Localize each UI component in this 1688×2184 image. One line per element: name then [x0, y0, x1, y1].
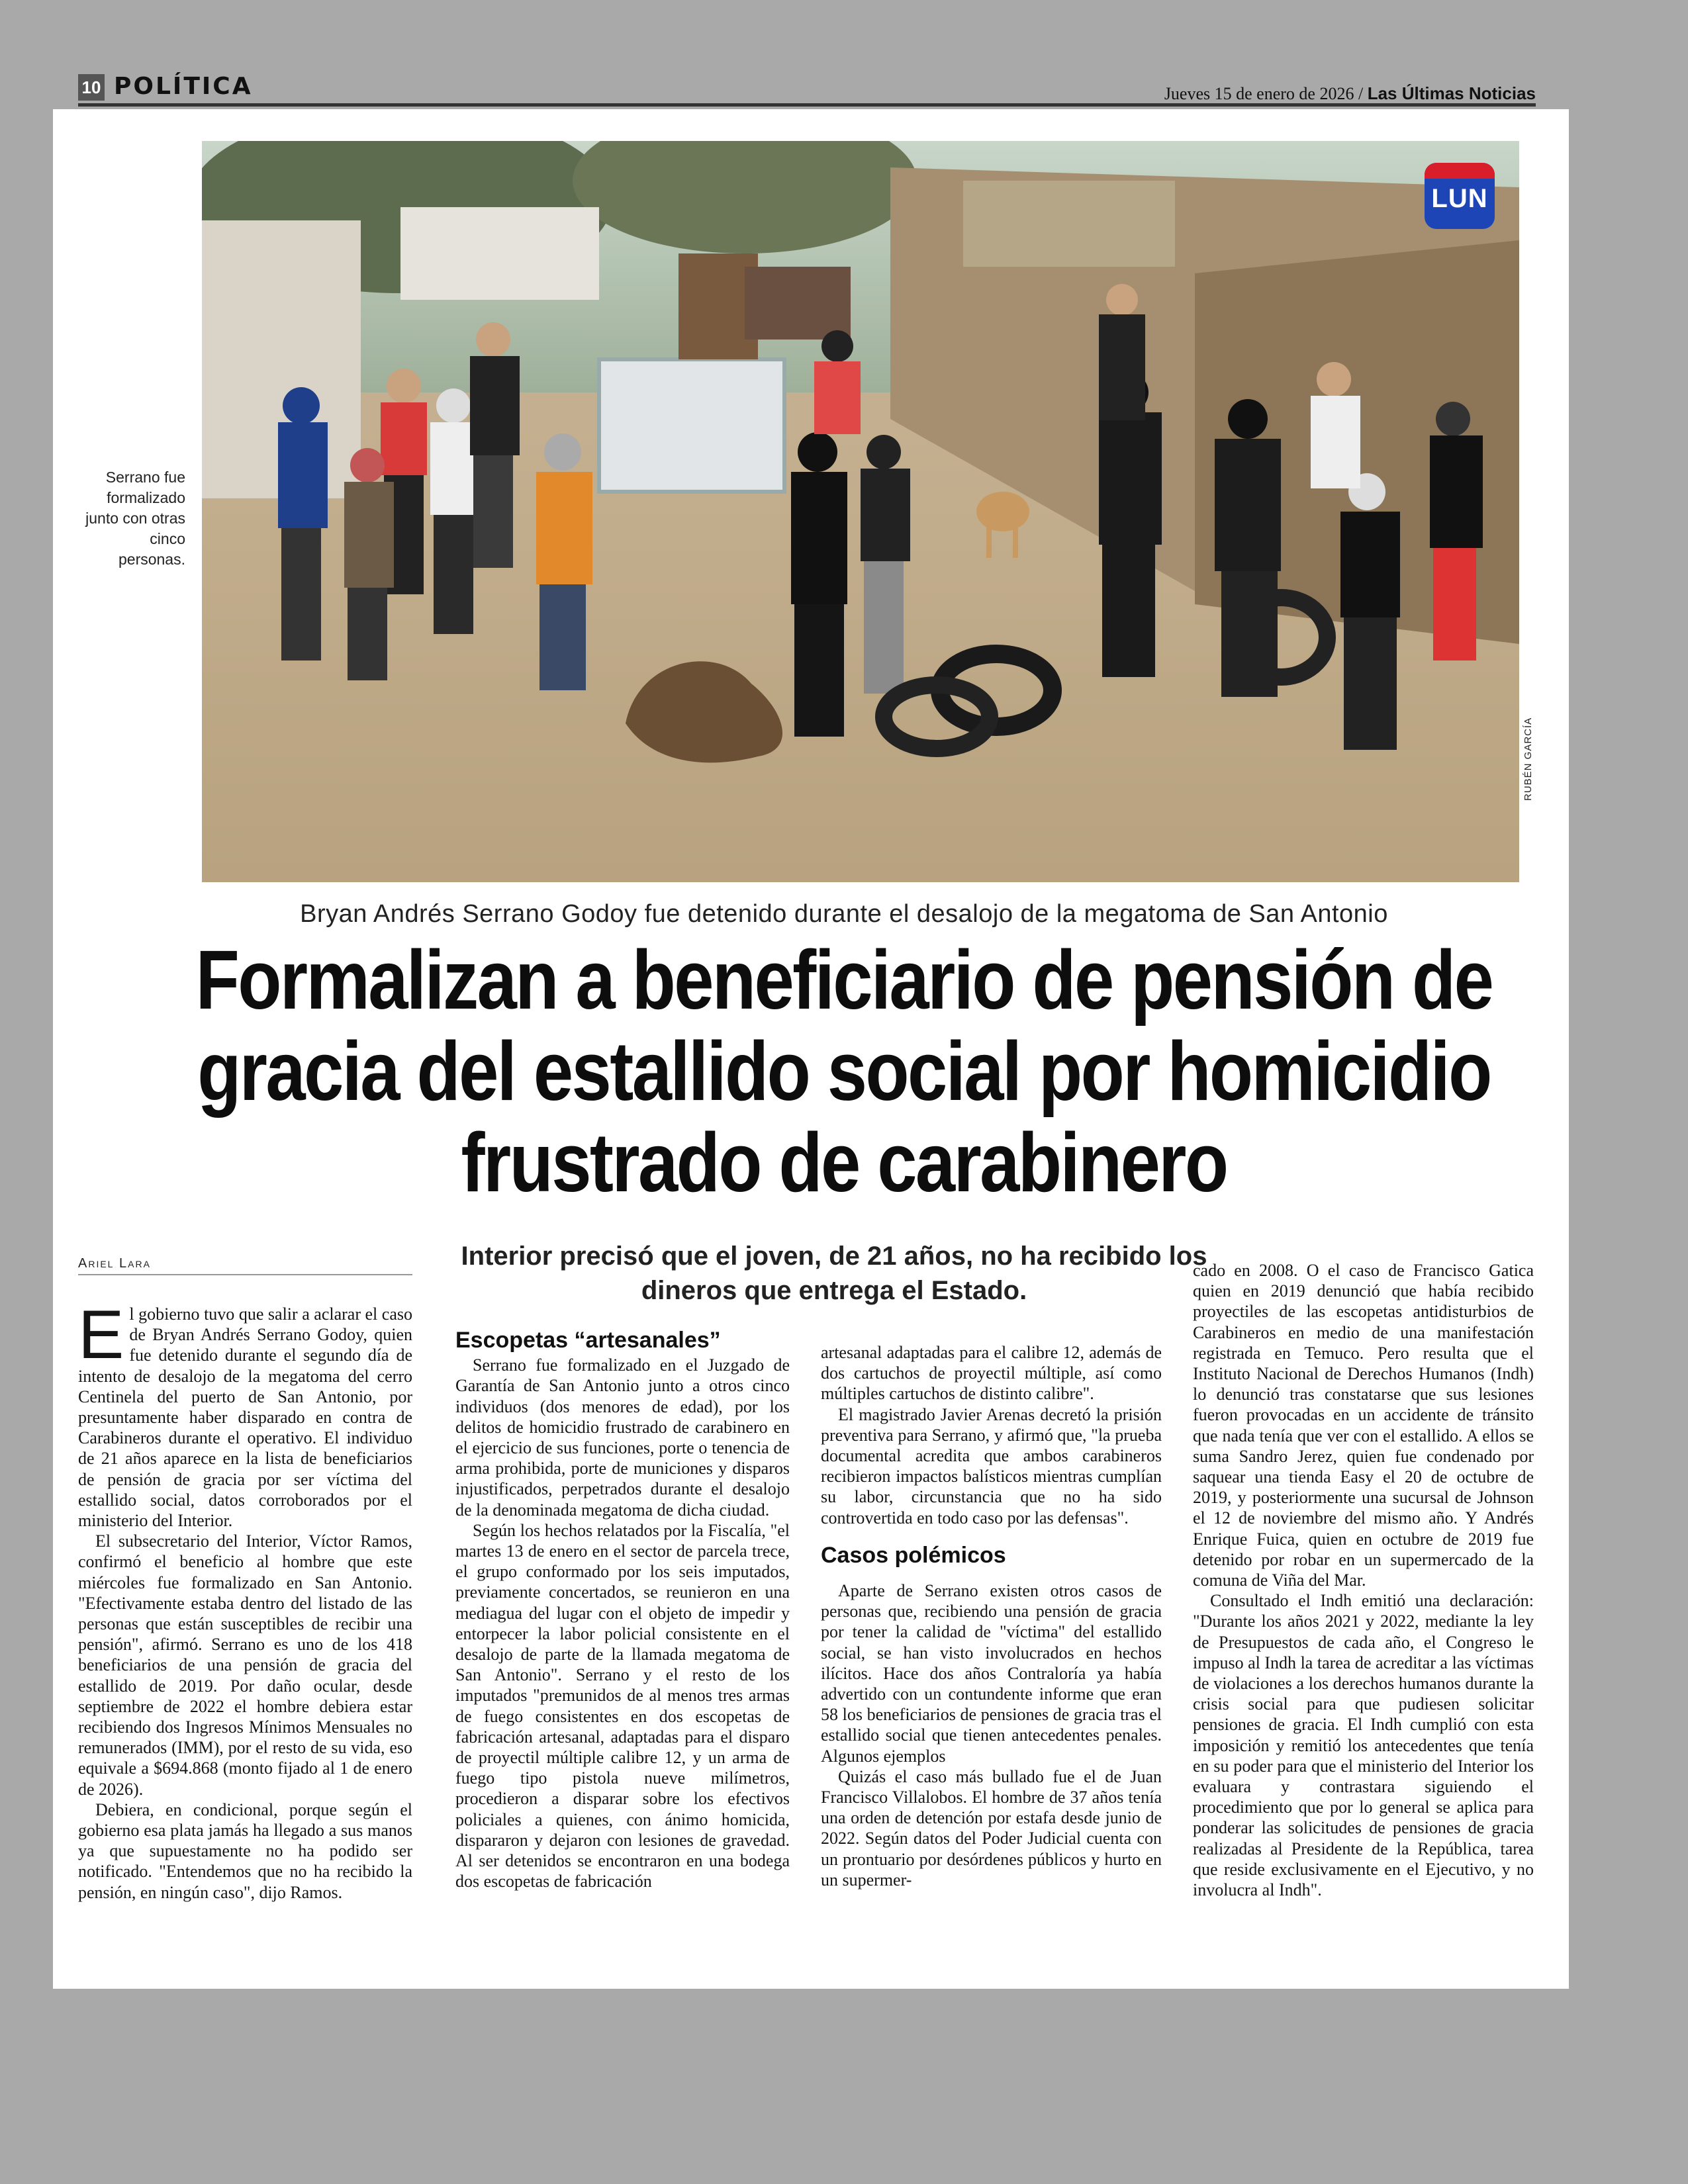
dateline-separator: / [1358, 84, 1364, 103]
photo-illustration [202, 141, 1519, 882]
paragraph: cado en 2008. O el caso de Francisco Gatica quien en 2019 denunció que había recibido proyectiles de las escopetas antidisturbios de Carabineros en medio de una manifestación registrada en Temuco. Pero resulta que el Instituto Nacional de Derechos Humanos (Indh) lo denunció tras constatarse que sus lesiones fueron provocadas en un accidente de tránsito que nada tenía que ver con el estallido. A ellos se suma Sandro Jerez, quien fue condenado por saquear una tienda Easy el 20 de octubre de 2019, y posteriormente una sucursal de Johnson el 12 de noviembre del mismo año. Y Andrés Enrique Fuica, quien en octubre de 2019 fue detenido por robar en un supermercado de la comuna de Viña del Mar. [1193, 1261, 1534, 1590]
column-1 [78, 1297, 412, 1903]
paragraph: Debiera, en condicional, porque según el gobierno esa plata jamás ha llegado a sus manos ya que supuestamente no ha podido ser notificado. "Entendemos que no ha recibido la pensión, en ningún caso", dijo Ramos. [78, 1799, 412, 1902]
section-title: POLÍTICA [114, 73, 253, 100]
dateline [1164, 83, 1536, 104]
paragraph: Serrano fue formalizado en el Juzgado de Garantía de San Antonio junto a otros cinco individuos (dos menores de edad), por los delitos de homicidio frustrado de carabinero en el ejercicio de sus funciones, porte o tenencia de arma prohibida, porte de municiones y disparos injustificados, perpetrados durante el desalojo de la denominada megatoma de dicha ciudad. [455, 1355, 790, 1520]
paragraph: Según los hechos relatados por la Fiscalía, "el martes 13 de enero en el sector de parcela trece, el grupo conformado por los seis imputados, previamente concertados, se reunieron en una mediagua del lugar con el objeto de impedir y entorpecer la labor policial consistente en el desalojo de parte de la llamada megatoma de San Antonio". Serrano y el resto de los imputados "premunidos de al menos tres armas de fuego consistentes en dos escopetas de fabricación artesanal, adaptadas para el disparo de proyectil múltiple calibre 12, y un arma de fuego tipo pistola nueve milímetros, procedieron a disparar sobre los efectivos policiales a quienes, con ánimo homicida, dispararon y dejaron con lesiones de gravedad. Al ser detenidos se encontraron en una bodega dos escopetas de fabricación [455, 1520, 790, 1891]
page-number: 10 [78, 74, 105, 101]
paragraph: Consultado el Indh emitió una declaración: "Durante los años 2021 y 2022, mediante la ley de Presupuestos de cada año, el Congreso le impuso al Indh la tarea de acreditar a las víctimas de violaciones a los derechos humanos durante la crisis social para que pudiesen solicitar pensiones de gracia. El Indh cumplió con esta imposición y remitió los antecedentes que tenía en su poder para que el ministerio del Interior los evaluara y contrastara siguiendo el procedimiento que por lo general se aplica para ponderar las solicitudes de pensiones de gracia realizadas al Presidente de la República, tarea que reside exclusivamente en el Ejecutivo, y no involucra al Indh". [1193, 1591, 1534, 1900]
photo-caption: Serrano fue formalizado junto con otras cinco personas. [85, 469, 185, 568]
byline: Ariel Lara [78, 1256, 412, 1275]
photo-credit: RUBÉN GARCÍA [1523, 717, 1534, 801]
logo-text: LUN [1431, 184, 1488, 213]
kicker: Bryan Andrés Serrano Godoy fue detenido durante el desalojo de la megatoma de San Antonio [300, 900, 1388, 928]
paragraph: Aparte de Serrano existen otros casos de personas que, recibiendo una pensión de gracia por tener la calidad de "víctima" del estallido social, se han visto involucrados en hechos ilícitos. Hace dos años Contraloría ya había advertido con un contundente informe que eran 58 los beneficiarios de pensiones de gracia tras el estallido social que tienen antecedentes penales. Algunos ejemplos [821, 1581, 1162, 1766]
subheading-casos: Casos polémicos [821, 1542, 1006, 1568]
subheading-escopetas: Escopetas “artesanales” [455, 1328, 721, 1353]
lun-logo [1425, 163, 1495, 229]
deck: Interior precisó que el joven, de 21 años, no ha recibido los dineros que entrega el Estado. [461, 1242, 1207, 1305]
paragraph: Quizás el caso más bullado fue el de Juan Francisco Villalobos. El hombre de 37 años tenía una orden de detención por estafa desde junio de 2022. Según datos del Poder Judicial cuenta con un prontuario por desórdenes públicos y hurto en un supermer- [821, 1766, 1162, 1889]
column-2 [455, 1330, 790, 1891]
issue-date: Jueves 15 de enero de 2026 [1164, 84, 1354, 103]
header-rule [78, 103, 1536, 107]
headline: Formalizan a beneficiario de pensión de gracia del estallido social por homicidio frustrado de carabinero [195, 933, 1493, 1209]
paragraph-text: l gobierno tuvo que salir a aclarar el caso de Bryan Andrés Serrano Godoy, quien fue detenido durante el segundo día de intento de desalojo de la megatoma del cerro Centinela del puerto de San Antonio, por presuntamente haber disparado en contra de Carabineros durante el operativo. El individuo de 21 años aparece en la lista de beneficiarios de pensión de gracia por ser víctima del estallido social, datos corroborados por el ministerio del Interior. [78, 1304, 412, 1531]
paragraph: artesanal adaptadas para el calibre 12, además de dos cartuchos de proyectil múltiple, así como múltiples cartuchos de distinto calibre". [821, 1343, 1162, 1404]
paragraph: El magistrado Javier Arenas decretó la prisión preventiva para Serrano, y afirmó que, "la prueba documental acredita que ambos carabineros recibieron impactos balísticos mientras cumplían su labor, circunstancia que no ha sido controvertida en todo caso por las defensas". [821, 1404, 1162, 1527]
column-3 [821, 1342, 1162, 1890]
drop-cap: E [78, 1297, 124, 1373]
column-4 [1193, 1260, 1534, 1900]
logo-red-band [1425, 163, 1495, 179]
paragraph [78, 1297, 412, 1531]
news-photo [202, 141, 1519, 882]
newspaper-name: Las Últimas Noticias [1367, 83, 1536, 103]
paragraph: El subsecretario del Interior, Víctor Ramos, confirmó el beneficio al hombre que este miércoles fue formalizado en San Antonio. "Efectivamente estaba dentro del listado de las personas que están susceptibles de recibir una pensión", afirmó. Serrano es uno de los 418 beneficiarios de una pensión de gracia del estallido de 2019. Por daño ocular, desde septiembre de 2022 el hombre debiera estar recibiendo dos Ingresos Mínimos Mensuales no remunerados (IMM), por el resto de su vida, eso equivale a $694.868 (monto fijado al 1 de enero de 2026). [78, 1531, 412, 1799]
